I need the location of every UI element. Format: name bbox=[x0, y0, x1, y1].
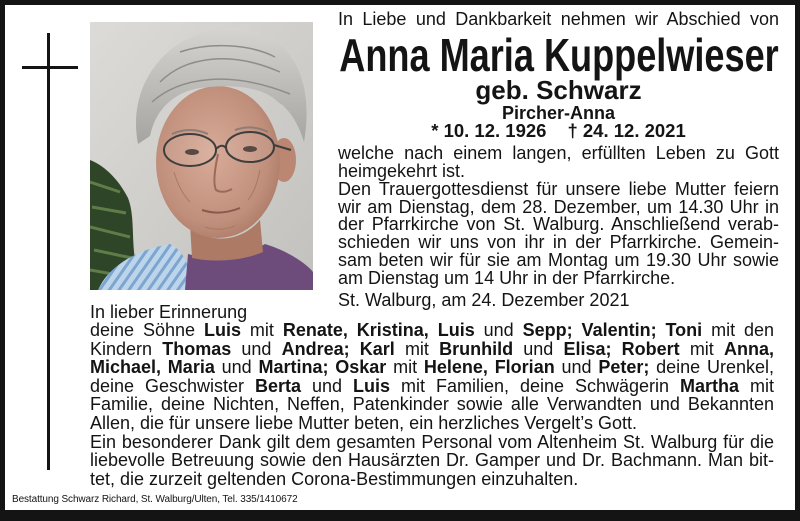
announcement-paragraph bbox=[338, 145, 779, 181]
announcement-text bbox=[338, 145, 779, 288]
nickname: Pircher-Anna bbox=[501, 103, 616, 123]
text-segment: und bbox=[231, 338, 282, 359]
deceased-name: Anna Maria Kuppelwieser bbox=[338, 29, 779, 81]
text-segment: Familie, deine Nichten, Neffen, Patenkinder sowie alle Verwandten und Bekannten bbox=[90, 394, 774, 415]
text-segment: mit bbox=[240, 320, 283, 341]
text-segment: mit bbox=[739, 375, 774, 396]
announcement-line: schieden wir uns von ihr in der Pfarrkirche. Gemein- bbox=[338, 232, 779, 253]
text-segment: und bbox=[474, 320, 523, 341]
text-segment: mit bbox=[386, 357, 424, 378]
family-names: Andrea; Karl bbox=[281, 338, 395, 359]
thanks-text bbox=[90, 414, 774, 488]
announcement-line: sam beten wir für sie am Montag um 19.30 Uhr sowie bbox=[338, 250, 779, 271]
birth-date: * 10. 12. 1926 bbox=[431, 120, 547, 141]
remembrance-line bbox=[90, 321, 774, 340]
text-segment: mit den bbox=[702, 320, 775, 341]
portrait-photo bbox=[90, 22, 313, 290]
text-segment: und bbox=[301, 375, 354, 396]
text-segment: und bbox=[554, 357, 599, 378]
thanks-line: tet, die zurzeit geltenden Corona-Bestimmungen einzuhalten. bbox=[90, 468, 579, 489]
family-names: Helene, Florian bbox=[423, 357, 555, 378]
family-names: Berta bbox=[255, 375, 302, 396]
family-names: Brunhild bbox=[439, 338, 514, 359]
family-names: Renate, Kristina, Luis bbox=[282, 320, 475, 341]
text-segment: deine Geschwister bbox=[90, 375, 256, 396]
birth-name: geb. Schwarz bbox=[475, 75, 642, 105]
family-names: Martina; Oskar bbox=[258, 357, 387, 378]
family-names: Michael, Maria bbox=[90, 357, 215, 378]
closing-section bbox=[90, 303, 774, 489]
announcement-line: am Dienstag um 14 Uhr in der Pfarrkirche. bbox=[338, 267, 676, 288]
announcement-paragraph bbox=[338, 178, 779, 288]
family-names: Anna, bbox=[723, 338, 774, 359]
announcement-line: heimgekehrt ist. bbox=[338, 160, 466, 181]
family-list bbox=[90, 321, 774, 414]
remembrance-line bbox=[90, 358, 774, 377]
intro-line: In Liebe und Dankbarkeit nehmen wir Abschied von bbox=[338, 9, 779, 29]
life-dates bbox=[338, 122, 779, 140]
announcement-line: wir am Dienstag, dem 28. Dezember, um 14.30 Uhr in bbox=[338, 196, 779, 217]
thanks-line: liebevolle Betreuung sowie den Hausärzten Dr. Gamper und Dr. Bachmann. Man bit- bbox=[90, 450, 774, 471]
death-date: † 24. 12. 2021 bbox=[567, 120, 686, 141]
funeral-home-credit: Bestattung Schwarz Richard, St. Walburg/Ulten, Tel. 335/1410672 bbox=[12, 494, 298, 505]
family-names: Sepp; Valentin; Toni bbox=[522, 320, 703, 341]
family-names: Luis bbox=[203, 320, 241, 341]
cross-horizontal-bar bbox=[22, 66, 78, 69]
text-segment: mit Familien, deine Schwägerin bbox=[390, 375, 681, 396]
family-names: Thomas bbox=[162, 338, 232, 359]
place-date-line: St. Walburg, am 24. Dezember 2021 bbox=[338, 290, 630, 310]
family-names: Martha bbox=[680, 375, 740, 396]
text-segment: und bbox=[513, 338, 564, 359]
text-segment: deine Söhne bbox=[90, 320, 204, 341]
thanks-paragraph bbox=[90, 414, 774, 433]
remembrance-line bbox=[90, 340, 774, 359]
thanks-paragraph bbox=[90, 433, 774, 489]
text-segment: mit bbox=[394, 338, 440, 359]
thanks-line: Ein besonderer Dank gilt dem gesamten Personal vom Altenheim St. Walburg für die bbox=[90, 431, 774, 452]
thanks-line: Allen, die für unsere liebe Mutter beten, ein herzliches Vergelt’s Gott. bbox=[90, 413, 637, 434]
family-names: Elisa; Robert bbox=[563, 338, 680, 359]
deceased-name-block bbox=[338, 29, 779, 81]
announcement-line: der Pfarrkirche von St. Walburg. Anschließend verab- bbox=[338, 214, 779, 235]
text-segment: und bbox=[214, 357, 259, 378]
announcement-line: welche nach einem langen, erfüllten Leben zu Gott bbox=[338, 143, 779, 163]
family-names: Luis bbox=[353, 375, 391, 396]
family-names: Peter; bbox=[598, 357, 650, 378]
cross-vertical-bar bbox=[47, 33, 50, 470]
text-segment: mit bbox=[679, 338, 724, 359]
text-segment: Kindern bbox=[90, 338, 163, 359]
remembrance-line bbox=[90, 395, 774, 414]
remembrance-heading: In lieber Erinnerung bbox=[90, 301, 248, 322]
text-segment: deine Urenkel, bbox=[649, 357, 774, 378]
announcement-line: Den Trauergottesdienst für unsere liebe Mutter feiern bbox=[338, 178, 779, 199]
remembrance-line bbox=[90, 377, 774, 396]
